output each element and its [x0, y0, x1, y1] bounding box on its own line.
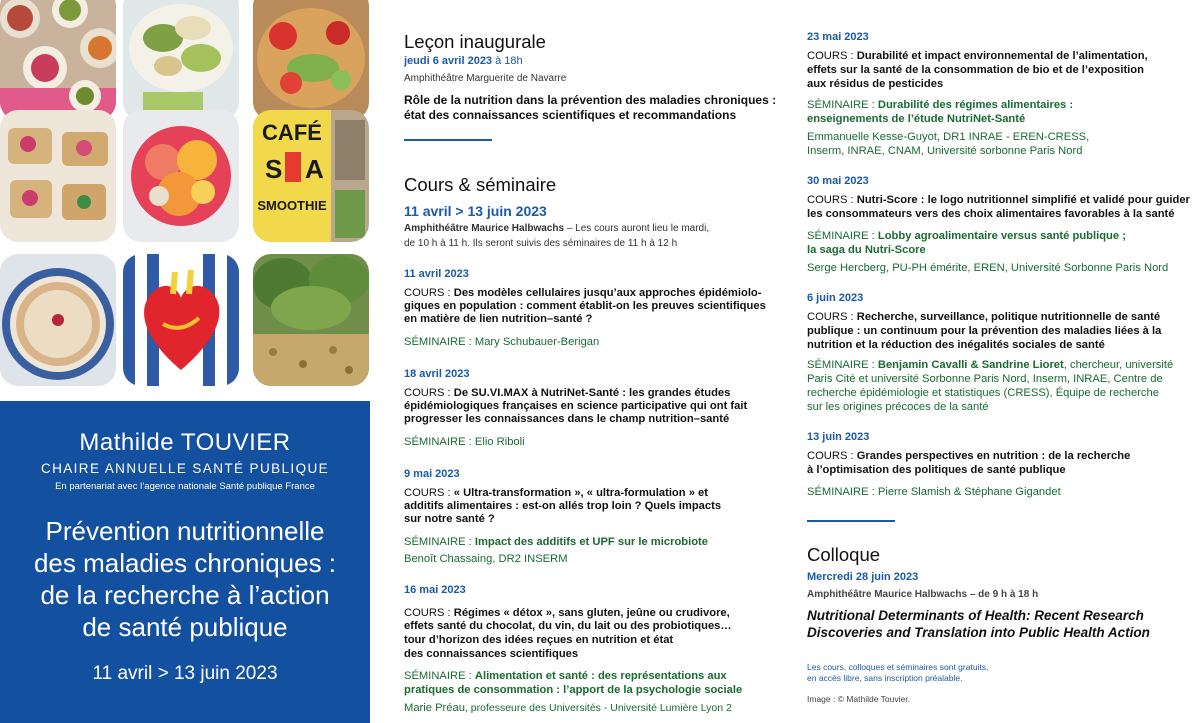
course-title-text: tour d’horizon des idées reçues en nutrition et état — [404, 634, 674, 646]
smoothie-sign-text: SMOOTHIE — [257, 198, 327, 213]
chair-title: CHAIRE ANNUELLE SANTÉ PUBLIQUE — [40, 461, 330, 476]
seminar-label: SÉMINAIRE : — [807, 99, 878, 111]
colloque-title-line: Discoveries and Translation into Public Health Action — [807, 625, 1150, 640]
seminar-affiliation-line: sur les origines précoces de la santé — [807, 401, 989, 413]
course-label: COURS : — [404, 487, 454, 499]
session-date: 30 mai 2023 — [807, 175, 869, 187]
session-seminar — [807, 486, 1061, 499]
grain-salad-image — [253, 254, 369, 386]
photo-tile-cake — [0, 254, 116, 386]
course-title-line — [807, 78, 943, 91]
inaugural-title-line: Rôle de la nutrition dans la prévention des maladies chroniques : — [404, 93, 777, 107]
seminar-speaker: Mary Schubauer-Berigan — [474, 336, 600, 348]
course-title-line — [404, 634, 673, 647]
poster — [0, 0, 370, 723]
tomato-salad-image — [253, 0, 369, 120]
course-title-line: Grandes perspectives en nutrition : de la recherche — [856, 450, 1131, 462]
photo-tile-grain-salad — [253, 254, 369, 386]
session-course — [404, 387, 730, 400]
photo-tile-tomato-salad — [253, 0, 369, 120]
session-course — [404, 487, 708, 500]
session-date: 13 juin 2023 — [807, 431, 870, 443]
course-title-line — [404, 648, 578, 661]
session-date: 11 avril 2023 — [404, 268, 469, 280]
colloque-venue: Amphithéâtre Maurice Halbwachs – de 9 h à 18 h — [807, 589, 1039, 600]
course-title-text: les consommateurs vers des choix alimentaires favorables à la santé — [807, 208, 1175, 220]
author-name: Mathilde TOUVIER — [79, 429, 291, 456]
seminar-affiliation-line: recherche épidémiologie et statistiques (CRESS), Équipe de recherche — [807, 387, 1159, 399]
poster-title-line: des maladies chroniques : — [33, 548, 337, 578]
courses-range: 11 avril > 13 juin 2023 — [404, 203, 547, 219]
course-title-text: aux résidus de pesticides — [807, 78, 944, 90]
course-title-line — [404, 513, 495, 526]
seminar-label: SÉMINAIRE : — [404, 336, 475, 348]
session-course — [807, 194, 1190, 207]
session-seminar — [404, 670, 727, 683]
course-title-text: sur notre santé ? — [404, 513, 495, 525]
seminar-label: SÉMINAIRE : — [404, 436, 475, 448]
colloque-date: Mercredi 28 juin 2023 — [807, 571, 919, 583]
seminar-speaker-line: Inserm, INRAE, CNAM, Université sorbonne Paris Nord — [807, 145, 1083, 157]
flower-dessert-image — [123, 110, 239, 242]
course-title-line: « Ultra-transformation », « ultra-formulation » et — [453, 487, 708, 499]
session-date: 16 mai 2023 — [404, 584, 466, 596]
course-title-text: effets sur la santé de la consommation de bio et de l’exposition — [807, 64, 1144, 76]
session-seminar — [807, 359, 1173, 372]
seminar-title-text: enseignements de l’étude NutriNet-Santé — [807, 113, 1026, 125]
session-seminar — [404, 336, 599, 349]
cafe-sign-image — [253, 110, 369, 242]
course-title-line: Durabilité et impact environnemental de l’alimentation, — [856, 50, 1148, 62]
soda-sign-a: A — [305, 154, 324, 184]
courses-venue-rest: – Les cours auront lieu le mardi, — [564, 223, 710, 234]
cafe-sign-text: CAFÉ — [262, 120, 322, 145]
heart-art-image — [123, 254, 239, 386]
seminar-speaker: Elio Riboli — [474, 436, 525, 448]
seminar-title: Lobby agroalimentaire versus santé publique ; — [877, 230, 1126, 242]
session-course — [807, 311, 1160, 324]
course-title-line — [404, 620, 732, 633]
course-title-text: à l’optimisation des politiques de santé publique — [807, 464, 1066, 476]
seminar-speaker — [404, 701, 732, 715]
section-divider — [807, 520, 895, 522]
session-seminar — [404, 436, 525, 449]
colloque-title-line: Nutritional Determinants of Health: Recent Research — [807, 608, 1144, 623]
seminar-title: Alimentation et santé : des représentations aux — [474, 670, 727, 682]
course-title-line — [404, 500, 721, 513]
salad-bowl-image — [123, 0, 239, 120]
seminar-title-line — [404, 684, 742, 697]
photo-tile-radish-toast — [0, 110, 116, 242]
seminar-speaker-line: Serge Hercberg, PU-PH émérite, EREN, Université Sorbonne Paris Nord — [807, 262, 1169, 274]
course-title-text: nutrition et la réduction des inégalités sociales de santé — [807, 339, 1105, 351]
soda-sign-s: S — [265, 154, 283, 184]
seminar-label: SÉMINAIRE : — [404, 670, 475, 682]
course-title-line: Recherche, surveillance, politique nutritionnelle de santé — [856, 311, 1161, 323]
courses-heading: Cours & séminaire — [404, 174, 557, 195]
course-label: COURS : — [807, 450, 857, 462]
course-title-line — [807, 339, 1105, 352]
courses-schedule: de 10 h à 11 h. Ils seront suivis des séminaires de 11 h à 12 h — [404, 238, 678, 249]
session-date: 6 juin 2023 — [807, 292, 864, 304]
course-title-line — [807, 208, 1175, 221]
course-title-line — [807, 464, 1066, 477]
poster-title-line: de la recherche à l’action — [40, 580, 330, 610]
course-label: COURS : — [404, 287, 454, 299]
session-course — [807, 50, 1148, 63]
seminar-label: SÉMINAIRE : — [807, 486, 878, 498]
inaugural-date-value: jeudi 6 avril 2023 — [404, 55, 493, 67]
speaker-name: Marie Préau — [404, 702, 465, 714]
course-label: COURS : — [807, 50, 857, 62]
seminar-label: SÉMINAIRE : — [807, 230, 878, 242]
course-title-line — [807, 325, 1161, 338]
course-title-text: progresser les connaissances dans le champ nutrition–santé — [404, 413, 730, 425]
seminar-title-text: la saga du Nutri-Score — [807, 244, 926, 256]
course-label: COURS : — [807, 194, 857, 206]
photo-tile-table-spread — [0, 0, 116, 120]
course-title-line — [404, 400, 747, 413]
seminar-speaker: Benoît Chassaing, DR2 INSERM — [404, 553, 568, 565]
inaugural-title-line: état des connaissances scientifiques et recommandations — [404, 108, 737, 122]
seminar-label: SÉMINAIRE : — [404, 536, 475, 548]
seminar-title: Durabilité des régimes alimentaires : — [877, 99, 1074, 111]
radish-toast-image — [0, 110, 116, 242]
course-title-line — [404, 313, 592, 326]
session-course — [404, 287, 762, 300]
seminar-speaker-line: Emmanuelle Kesse-Guyot, DR1 INRAE - EREN-CRESS, — [807, 131, 1090, 143]
section-divider — [404, 139, 492, 141]
cake-image — [0, 254, 116, 386]
image-credit: Image : © Mathilde Touvier. — [807, 694, 910, 704]
poster-title-line: Prévention nutritionnelle — [45, 516, 325, 546]
photo-tile-cafe-sign — [253, 110, 369, 242]
free-access-note-line: en accès libre, sans inscription préalable. — [807, 673, 963, 683]
inaugural-time: à 18h — [492, 55, 523, 67]
table-spread-image — [0, 0, 116, 120]
course-label: COURS : — [807, 311, 857, 323]
course-title-text: giques en population : comment établit-on les preuves scientifiques — [404, 300, 766, 312]
course-title-text: en matière de lien nutrition–santé ? — [404, 313, 593, 325]
course-title-line — [807, 64, 1144, 77]
session-date: 23 mai 2023 — [807, 31, 869, 43]
course-title-text: épidémiologiques françaises en science participative qui ont fait — [404, 400, 748, 412]
course-title-text: additifs alimentaires : est-on allés trop loin ? Quels impacts — [404, 500, 722, 512]
course-title-line — [404, 300, 766, 313]
seminar-speaker: Pierre Slamish & Stéphane Gigandet — [877, 486, 1061, 498]
session-date: 9 mai 2023 — [404, 468, 460, 480]
course-title-text: publique : un continuum pour la prévention des maladies liées à la — [807, 325, 1162, 337]
course-label: COURS : — [404, 387, 454, 399]
session-seminar — [807, 99, 1073, 112]
seminar-title-line — [807, 113, 1025, 126]
seminar-title-text: pratiques de consommation : l’apport de la psychologie sociale — [404, 684, 743, 696]
session-seminar — [807, 230, 1126, 243]
partnership-note: En partenariat avec l’agence nationale Santé publique France — [55, 481, 315, 492]
courses-venue-name: Amphithéâtre Maurice Halbwachs — [404, 223, 565, 234]
seminar-title: Impact des additifs et UPF sur le microbiote — [474, 536, 708, 548]
photo-tile-flower-dessert — [123, 110, 239, 242]
inaugural-venue: Amphithéâtre Marguerite de Navarre — [404, 73, 567, 84]
photo-tile-heart-art — [123, 254, 239, 386]
speaker-affiliation: , professeure des Universités - Université Lumière Lyon 2 — [464, 702, 732, 714]
seminar-speakers: Benjamin Cavalli & Sandrine Lioret — [877, 359, 1064, 371]
course-label: COURS : — [404, 607, 454, 619]
course-title-text: effets santé du chocolat, du vin, du lait ou des probiotiques… — [404, 620, 732, 632]
poster-title-panel — [0, 401, 370, 723]
colloque-heading: Colloque — [807, 544, 881, 565]
course-title-line: Des modèles cellulaires jusqu’aux approches épidémiolo- — [453, 287, 762, 299]
course-title-line: De SU.VI.MAX à NutriNet-Santé : les grandes études — [453, 387, 731, 399]
poster-title-line: de santé publique — [82, 612, 288, 642]
course-title-line: Régimes « détox », sans gluten, jeûne ou crudivore, — [453, 607, 730, 619]
session-seminar — [404, 536, 708, 549]
course-title-text: des connaissances scientifiques — [404, 648, 579, 660]
poster-dates: 11 avril > 13 juin 2023 — [92, 663, 278, 684]
course-title-line — [404, 413, 729, 426]
photo-tile-salad-bowl — [123, 0, 239, 120]
session-course — [807, 450, 1130, 463]
session-course — [404, 607, 730, 620]
session-date: 18 avril 2023 — [404, 368, 470, 380]
seminar-speaker-affiliation: , chercheur, université — [1063, 359, 1174, 371]
poster-title — [10, 515, 360, 643]
inaugural-date — [404, 55, 523, 67]
seminar-title-line — [807, 244, 926, 257]
seminar-label: SÉMINAIRE : — [807, 359, 878, 371]
course-title-line: Nutri-Score : le logo nutritionnel simplifié et validé pour guider — [856, 194, 1190, 206]
seminar-affiliation-line: Paris Cité et université Sorbonne Paris Nord, Inserm, INRAE, Centre de — [807, 373, 1163, 385]
courses-venue — [404, 221, 709, 236]
free-access-note-line: Les cours, colloques et séminaires sont gratuits, — [807, 662, 989, 672]
inaugural-heading: Leçon inaugurale — [404, 31, 546, 52]
